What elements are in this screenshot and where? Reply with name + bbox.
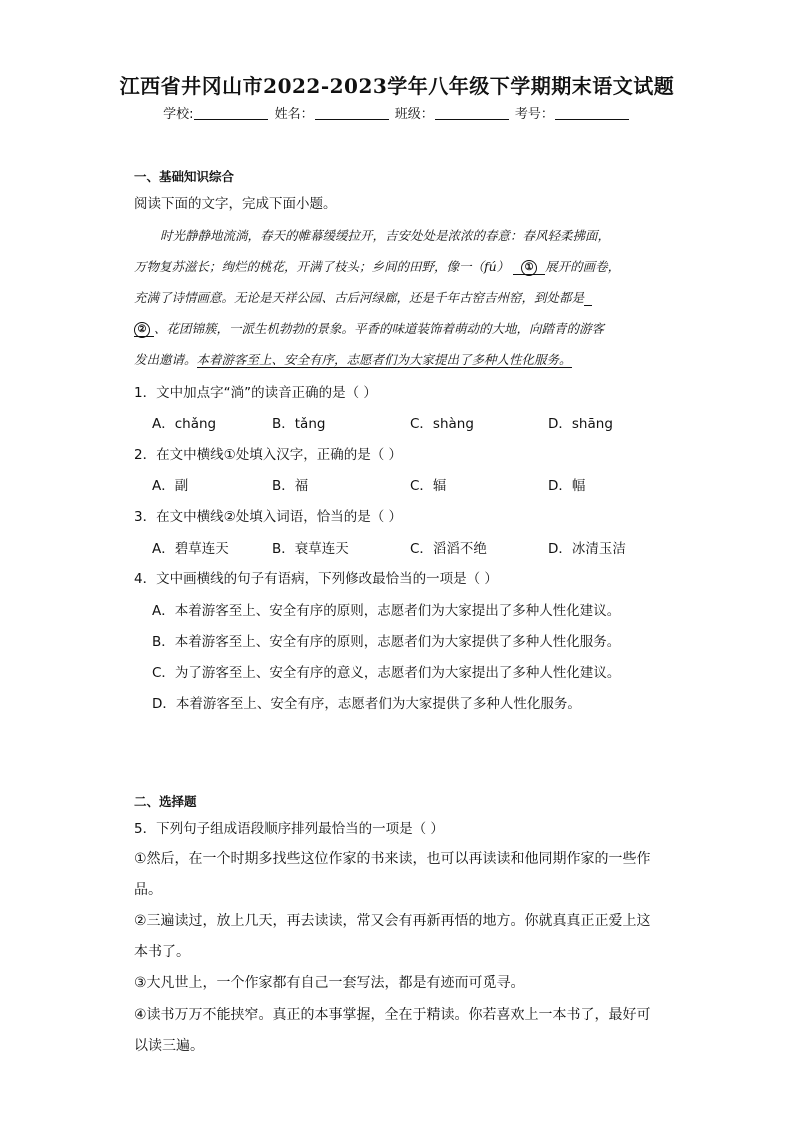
q2-option-c[interactable]: C．辐	[410, 478, 447, 494]
class-blank[interactable]	[435, 105, 509, 120]
passage-line-2-end: 展开的画卷，	[545, 259, 621, 274]
exam-title: 江西省井冈山市2022-2023学年八年级下学期期末语文试题	[119, 74, 675, 98]
name-label: 姓名：	[274, 107, 314, 122]
section2-heading: 二、选择题	[134, 794, 197, 809]
blank-1	[513, 259, 545, 275]
blank-1-marker: ①	[521, 260, 537, 276]
blank-2	[134, 321, 154, 337]
q3-option-a[interactable]: A．碧草连天	[152, 541, 229, 557]
class-label: 班级：	[394, 107, 434, 122]
q2-option-b[interactable]: B．福	[272, 478, 309, 494]
q5-line-2: 品。	[134, 882, 162, 898]
school-label: 学校:	[163, 107, 194, 122]
number-label: 考号：	[514, 107, 554, 122]
passage-line-3	[134, 288, 670, 306]
blank-2-marker: ②	[134, 322, 150, 338]
q4-option-a[interactable]: A．本着游客至上、安全有序的原则，志愿者们为大家提出了多种人性化建议。	[152, 603, 621, 619]
q4-option-d[interactable]: D．本着游客至上、安全有序，志愿者们为大家提供了多种人性化服务。	[152, 696, 581, 712]
passage-line-3-text: 充满了诗情画意。无论是天祥公园、古后河绿廊，还是千年古窑吉州窑，到处都是	[134, 290, 585, 305]
q4-option-b[interactable]: B．本着游客至上、安全有序的原则，志愿者们为大家提供了多种人性化服务。	[152, 634, 621, 650]
underlined-sentence: 本着游客至上、安全有序，志愿者们为大家提出了多种人性化服务。	[196, 352, 572, 367]
school-blank[interactable]	[194, 105, 268, 120]
q3-option-b[interactable]: B．衰草连天	[272, 541, 349, 557]
passage-line-2	[134, 257, 670, 276]
q3-option-c[interactable]: C．滔滔不绝	[410, 541, 487, 557]
passage-line-5	[134, 350, 670, 368]
q2-option-a[interactable]: A．副	[152, 478, 189, 494]
question-5-stem: 5．下列句子组成语段顺序排列最恰当的一项是（ ）	[134, 821, 444, 837]
q5-line-1: ①然后，在一个时期多找些这位作家的书来读，也可以再读读和他同期作家的一些作	[134, 851, 651, 867]
q5-line-3: ②三遍读过，放上几天，再去读读，常又会有再新再悟的地方。你就真真正正爱上这	[134, 913, 651, 929]
q4-option-c[interactable]: C．为了游客至上、安全有序的意义，志愿者们为大家提出了多种人性化建议。	[152, 665, 621, 681]
q1-option-b[interactable]: B．tǎng	[272, 416, 326, 432]
q5-line-6: ④读书万万不能挟窄。真正的本事掌握，全在于精读。你若喜欢上一本书了，最好可	[134, 1007, 651, 1023]
question-1-stem: 1．文中加点字“淌”的读音正确的是（ ）	[134, 385, 377, 401]
q1-option-a[interactable]: A．chǎng	[152, 416, 217, 432]
section1-instruction: 阅读下面的文字，完成下面小题。	[134, 196, 337, 212]
passage-line-5-text: 发出邀请。	[134, 352, 197, 367]
question-2-stem: 2．在文中横线①处填入汉字，正确的是（ ）	[134, 447, 402, 463]
passage-line-1: 时光静静地流淌，春天的帷幕缓缓拉开，吉安处处是浓浓的春意：春风轻柔拂面，	[160, 228, 611, 243]
q1-option-c[interactable]: C．shàng	[410, 416, 474, 432]
question-4-stem: 4．文中画横线的句子有语病，下列修改最恰当的一项是（ ）	[134, 571, 498, 587]
section1-heading: 一、基础知识综合	[134, 169, 235, 184]
passage-line-4-text: 、花团锦簇，一派生机勃勃的景象。平香的味道装饰着萌动的大地，向踏青的游客	[153, 321, 604, 336]
q5-line-4: 本书了。	[134, 944, 190, 960]
passage-line-4	[134, 319, 670, 338]
q1-option-d[interactable]: D．shāng	[548, 416, 613, 432]
name-blank[interactable]	[315, 105, 389, 120]
q2-option-d[interactable]: D．幅	[548, 478, 586, 494]
student-info-line	[0, 103, 794, 122]
q5-line-5: ③大凡世上，一个作家都有自己一套写法，都是有迹而可觅寻。	[134, 975, 525, 991]
number-blank[interactable]	[555, 105, 629, 120]
passage-line-2-text: 万物复苏滋长；绚烂的桃花，开满了枝头；乡间的田野，像一（fú）	[134, 259, 510, 274]
q5-line-7: 以读三遍。	[134, 1038, 204, 1054]
question-3-stem: 3．在文中横线②处填入词语，恰当的是（ ）	[134, 509, 402, 525]
blank-2-start	[584, 290, 592, 306]
q3-option-d[interactable]: D．冰清玉洁	[548, 541, 626, 557]
